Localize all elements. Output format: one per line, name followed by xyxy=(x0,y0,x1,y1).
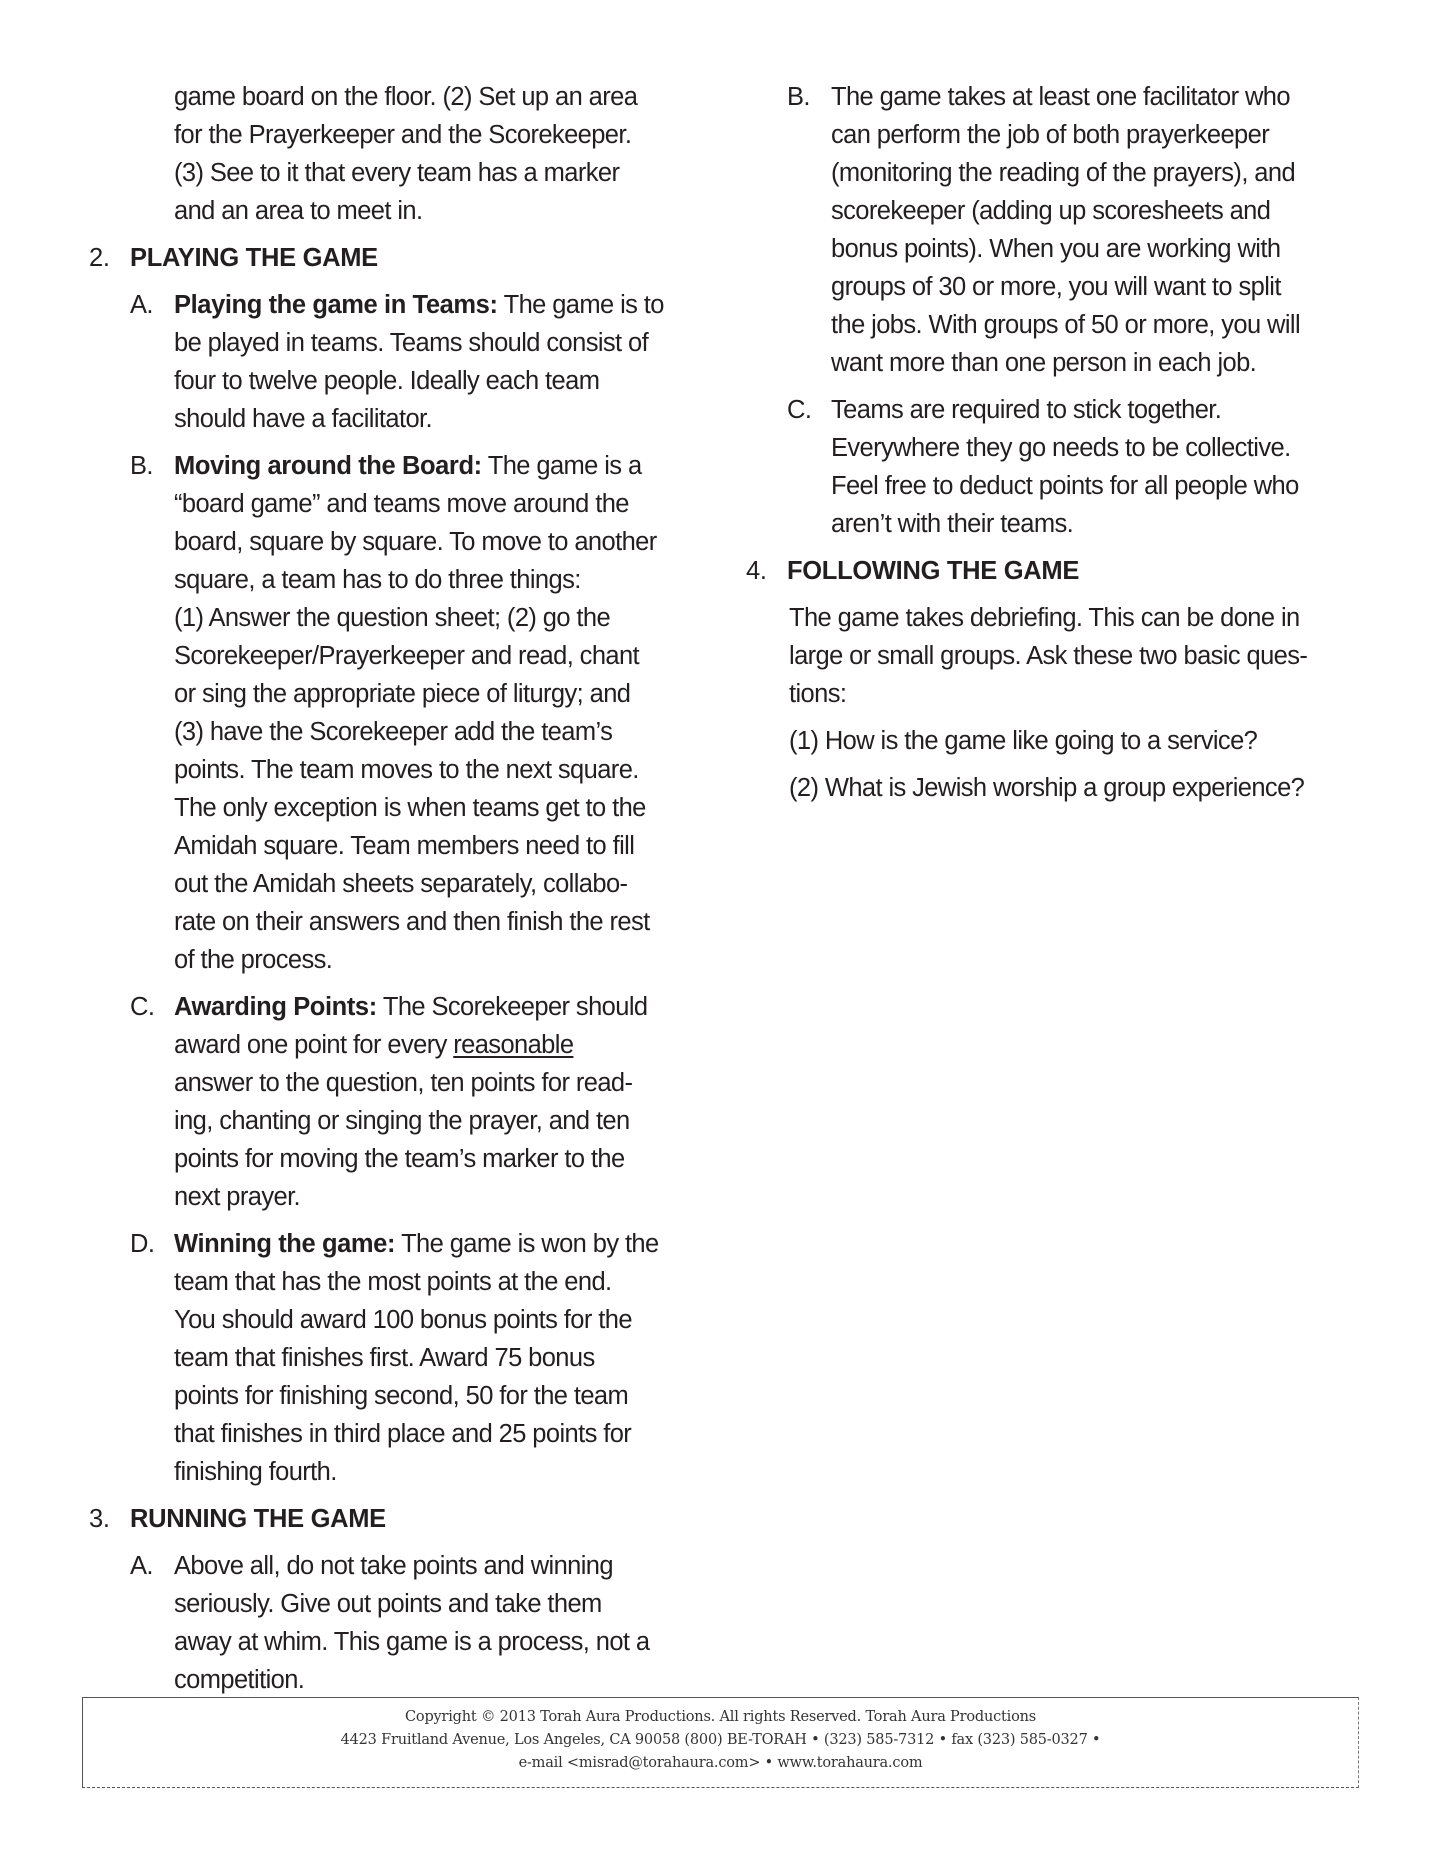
text-line: The only exception is when teams get to the xyxy=(174,794,646,822)
item-body xyxy=(831,391,1376,543)
text-line: team that finishes first. Award 75 bonus xyxy=(174,1344,595,1372)
text-line: (1) Answer the question sheet; (2) go the xyxy=(174,604,611,632)
text-line: or sing the appropriate piece of liturgy; and xyxy=(174,680,631,708)
section-title: FOLLOWING THE GAME xyxy=(787,557,1080,585)
section-heading-following xyxy=(746,552,1376,590)
intro-paragraph xyxy=(174,78,709,230)
section-title: RUNNING THE GAME xyxy=(130,1505,386,1533)
text-line xyxy=(174,447,709,485)
text-line: board, square by square. To move to another xyxy=(174,528,657,556)
item-text: The Scorekeeper should xyxy=(376,993,648,1021)
list-item-moving xyxy=(130,447,709,979)
item-letter: B. xyxy=(787,83,810,111)
text-line: Above all, do not take points and winning xyxy=(174,1552,613,1580)
underlined-word: reasonable xyxy=(453,1031,574,1059)
text-line xyxy=(174,1225,709,1263)
text-line: away at whim. This game is a process, not a xyxy=(174,1628,650,1656)
text-line: scorekeeper (adding up scoresheets and xyxy=(831,197,1271,225)
list-item-stick-together xyxy=(787,391,1376,543)
footer-copyright-line: Copyright © 2013 Torah Aura Productions. All rights Reserved. Torah Aura Productions xyxy=(405,1709,1036,1725)
item-body xyxy=(174,447,709,979)
text-line: square, a team has to do three things: xyxy=(174,566,581,594)
text-line: be played in teams. Teams should consist of xyxy=(174,329,649,357)
footer-address-line: 4423 Fruitland Avenue, Los Angeles, CA 90058 (800) BE-TORAH • (323) 585-7312 • fax (323) 585-0327 • xyxy=(340,1732,1101,1748)
section-number: 2. xyxy=(89,244,110,272)
item-body xyxy=(174,286,709,438)
list-item-teams xyxy=(130,286,709,438)
item-body xyxy=(174,1547,709,1699)
section-heading-playing xyxy=(89,239,709,277)
text-line: seriously. Give out points and take them xyxy=(174,1590,602,1618)
copyright-footer xyxy=(82,1697,1359,1788)
right-column xyxy=(746,78,1376,816)
text-line: aren’t with their teams. xyxy=(831,510,1074,538)
text-line: Teams are required to stick together. xyxy=(831,396,1222,424)
item-body xyxy=(174,988,709,1216)
question-1: (1) How is the game like going to a service? xyxy=(789,727,1258,755)
item-lead: Playing the game in Teams: xyxy=(174,291,498,319)
text-line: competition. xyxy=(174,1666,305,1694)
left-column xyxy=(89,78,709,1708)
text-line: Feel free to deduct points for all people who xyxy=(831,472,1299,500)
debriefing-paragraph xyxy=(789,599,1376,713)
text-line: “board game” and teams move around the xyxy=(174,490,629,518)
text-line: game board on the floor. (2) Set up an area xyxy=(174,83,638,111)
list-item-winning xyxy=(130,1225,709,1491)
list-item-above-all xyxy=(130,1547,709,1699)
question-2: (2) What is Jewish worship a group experience? xyxy=(789,774,1305,802)
footer-contact-line: e-mail <misrad@torahaura.com> • www.torahaura.com xyxy=(518,1755,923,1771)
item-letter: C. xyxy=(130,993,155,1021)
text-line: of the process. xyxy=(174,946,333,974)
text-line: points for finishing second, 50 for the team xyxy=(174,1382,629,1410)
list-item-facilitator xyxy=(787,78,1376,382)
text-line: points. The team moves to the next square. xyxy=(174,756,639,784)
text-line: and an area to meet in. xyxy=(174,197,423,225)
text-line: (monitoring the reading of the prayers), and xyxy=(831,159,1296,187)
text-line: should have a facilitator. xyxy=(174,405,432,433)
text-line: finishing fourth. xyxy=(174,1458,337,1486)
item-lead: Awarding Points: xyxy=(174,993,377,1021)
text-line: The game takes at least one facilitator who xyxy=(831,83,1290,111)
text-line: tions: xyxy=(789,680,847,708)
text-line: Amidah square. Team members need to fill xyxy=(174,832,635,860)
item-letter: B. xyxy=(130,452,153,480)
text-line: groups of 30 or more, you will want to split xyxy=(831,273,1281,301)
item-letter: A. xyxy=(130,291,153,319)
text-line: can perform the job of both prayerkeeper xyxy=(831,121,1270,149)
text-line: bonus points). When you are working with xyxy=(831,235,1281,263)
text-line: Everywhere they go needs to be collective. xyxy=(831,434,1291,462)
text-line: rate on their answers and then finish the rest xyxy=(174,908,650,936)
item-letter: D. xyxy=(130,1230,155,1258)
text-line: (3) See to it that every team has a marker xyxy=(174,159,620,187)
text-line: for the Prayerkeeper and the Scorekeeper. xyxy=(174,121,632,149)
text-line: team that has the most points at the end. xyxy=(174,1268,612,1296)
text-line xyxy=(174,1026,709,1064)
item-text: award one point for every xyxy=(174,1031,454,1059)
item-body xyxy=(174,1225,709,1491)
item-text: The game is won by the xyxy=(395,1230,659,1258)
item-lead: Winning the game: xyxy=(174,1230,396,1258)
text-line: four to twelve people. Ideally each team xyxy=(174,367,600,395)
text-line: the jobs. With groups of 50 or more, you will xyxy=(831,311,1301,339)
text-line: large or small groups. Ask these two basic ques- xyxy=(789,642,1308,670)
list-item-awarding xyxy=(130,988,709,1216)
text-line: want more than one person in each job. xyxy=(831,349,1257,377)
text-line: out the Amidah sheets separately, collabo- xyxy=(174,870,628,898)
section-heading-running xyxy=(89,1500,709,1538)
text-line: You should award 100 bonus points for the xyxy=(174,1306,632,1334)
section-number: 4. xyxy=(746,557,767,585)
item-text: The game is to xyxy=(497,291,664,319)
text-line xyxy=(174,988,709,1026)
text-line: answer to the question, ten points for read- xyxy=(174,1069,633,1097)
text-line: next prayer. xyxy=(174,1183,301,1211)
item-lead: Moving around the Board: xyxy=(174,452,482,480)
item-letter: A. xyxy=(130,1552,153,1580)
text-line xyxy=(174,286,709,324)
text-line: (3) have the Scorekeeper add the team’s xyxy=(174,718,613,746)
item-text: The game is a xyxy=(481,452,642,480)
text-line: Scorekeeper/Prayerkeeper and read, chant xyxy=(174,642,640,670)
section-title: PLAYING THE GAME xyxy=(130,244,378,272)
item-body xyxy=(831,78,1376,382)
section-number: 3. xyxy=(89,1505,110,1533)
text-line: that finishes in third place and 25 points for xyxy=(174,1420,632,1448)
item-letter: C. xyxy=(787,396,812,424)
text-line: The game takes debriefing. This can be done in xyxy=(789,604,1300,632)
text-line: points for moving the team’s marker to the xyxy=(174,1145,625,1173)
text-line: ing, chanting or singing the prayer, and ten xyxy=(174,1107,630,1135)
